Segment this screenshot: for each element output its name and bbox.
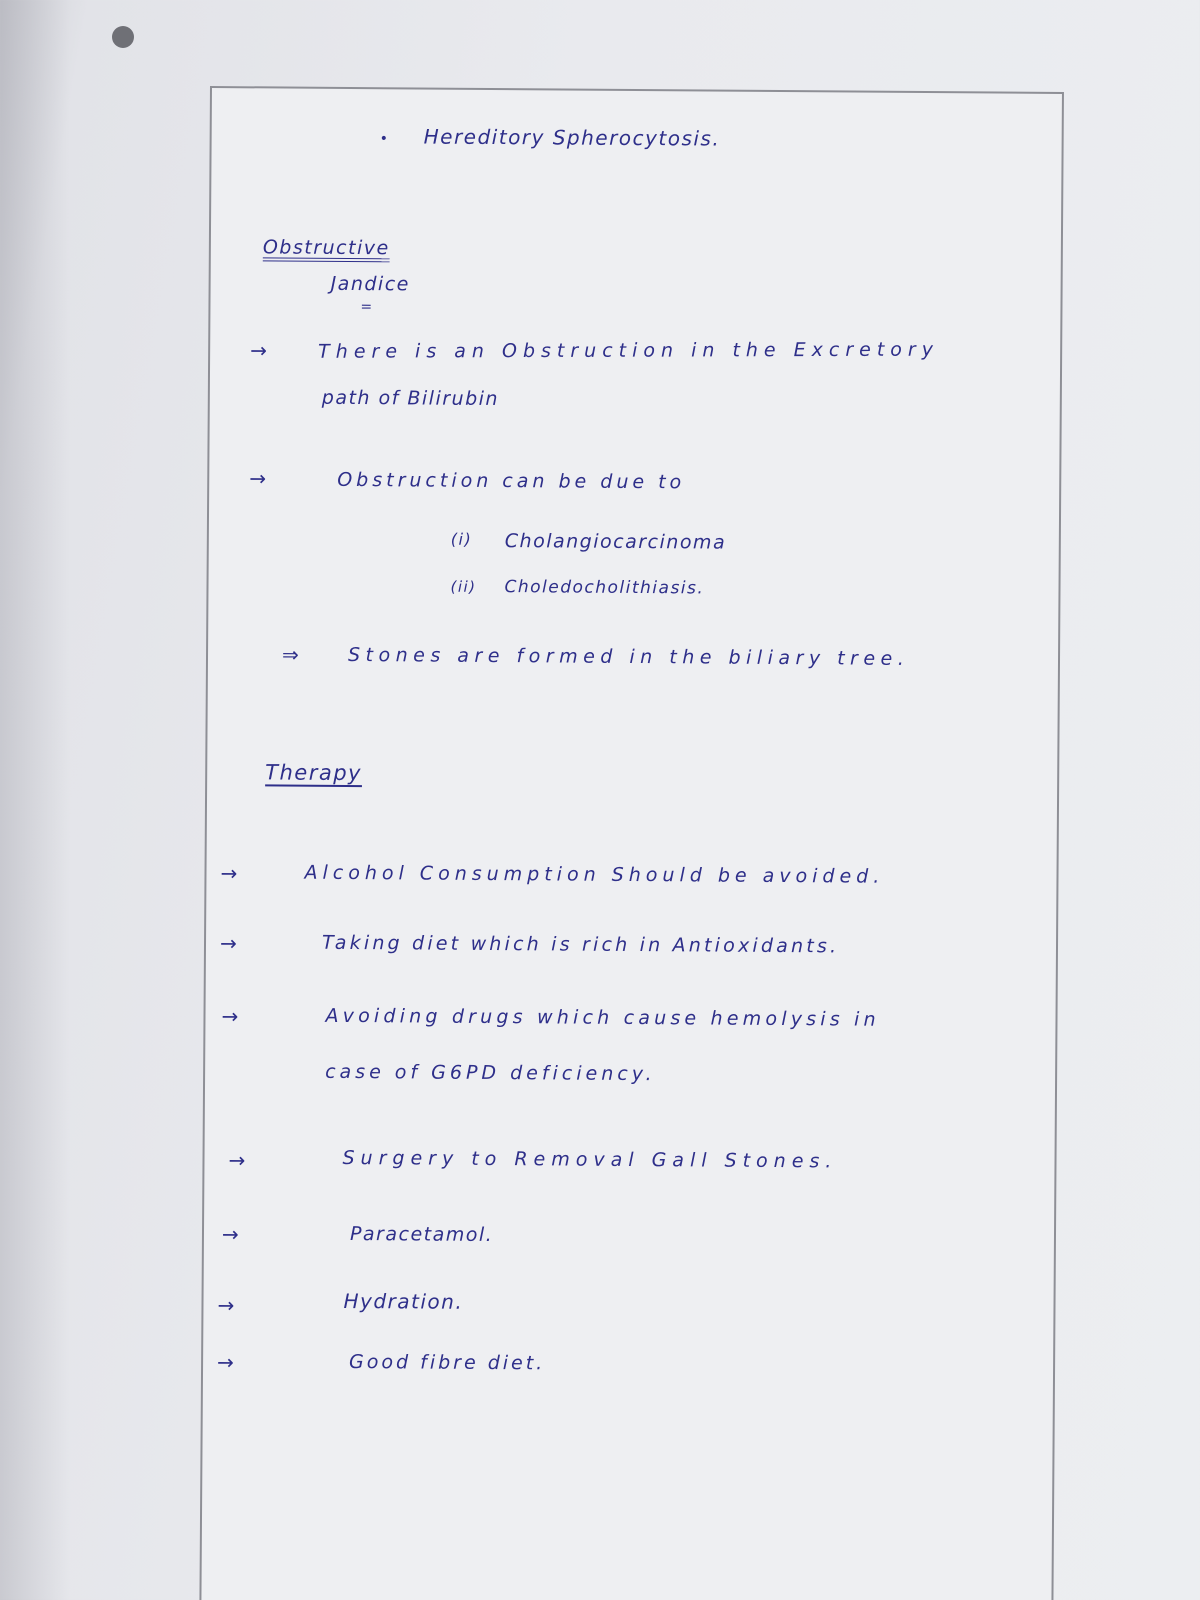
therapy-item6-arrow: → [217, 1293, 235, 1318]
therapy-item6-line1: Hydration. [343, 1288, 464, 1314]
point1-line1: There is an Obstruction in the Excretory [318, 338, 940, 363]
cause1-marker: (i) [450, 529, 473, 549]
therapy-item5-line1: Paracetamol. [349, 1223, 494, 1247]
therapy-item1-line1: Alcohol Consumption Should be avoided. [304, 861, 885, 888]
therapy-item5-arrow: → [221, 1222, 239, 1247]
cause1-text: Cholangiocarcinoma [504, 530, 727, 554]
cause2-marker: (ii) [450, 577, 477, 596]
therapy-item2-arrow: → [219, 931, 237, 956]
therapy-item3-line2: case of G6PD deficiency. [325, 1060, 656, 1086]
implication-text: Stones are formed in the biliary tree. [347, 643, 910, 670]
page-title: Hereditory Spherocytosis. [423, 124, 721, 151]
section1-heading-line1: Obstructive [262, 236, 390, 260]
therapy-item4-line1: Surgery to Removal Gall Stones. [342, 1146, 838, 1173]
therapy-item4-arrow: → [228, 1148, 246, 1173]
therapy-heading: Therapy [265, 760, 363, 786]
implication-arrow: ⇒ [281, 642, 299, 667]
therapy-item1-arrow: → [220, 861, 238, 886]
punch-hole [112, 26, 134, 48]
heading-equals-mark: = [360, 299, 373, 316]
section1-heading-line2: Jandice [330, 272, 410, 296]
therapy-item7-arrow: → [217, 1350, 234, 1375]
therapy-item3-line1: Avoiding drugs which cause hemolysis in [325, 1004, 880, 1031]
notebook-page [199, 86, 1064, 1600]
point1-line2: path of Bilirubin [321, 386, 500, 411]
title-bullet: • [379, 131, 390, 148]
therapy-item3-arrow: → [221, 1004, 239, 1029]
therapy-item2-line1: Taking diet which is rich in Antioxidants. [321, 931, 840, 958]
point2-arrow: → [249, 466, 267, 491]
binding-shadow [0, 0, 70, 1600]
cause2-text: Choledocholithiasis. [504, 577, 705, 599]
point1-arrow: → [250, 338, 268, 363]
therapy-item7-line1: Good fibre diet. [349, 1351, 546, 1375]
point2-line1: Obstruction can be due to [337, 468, 686, 494]
